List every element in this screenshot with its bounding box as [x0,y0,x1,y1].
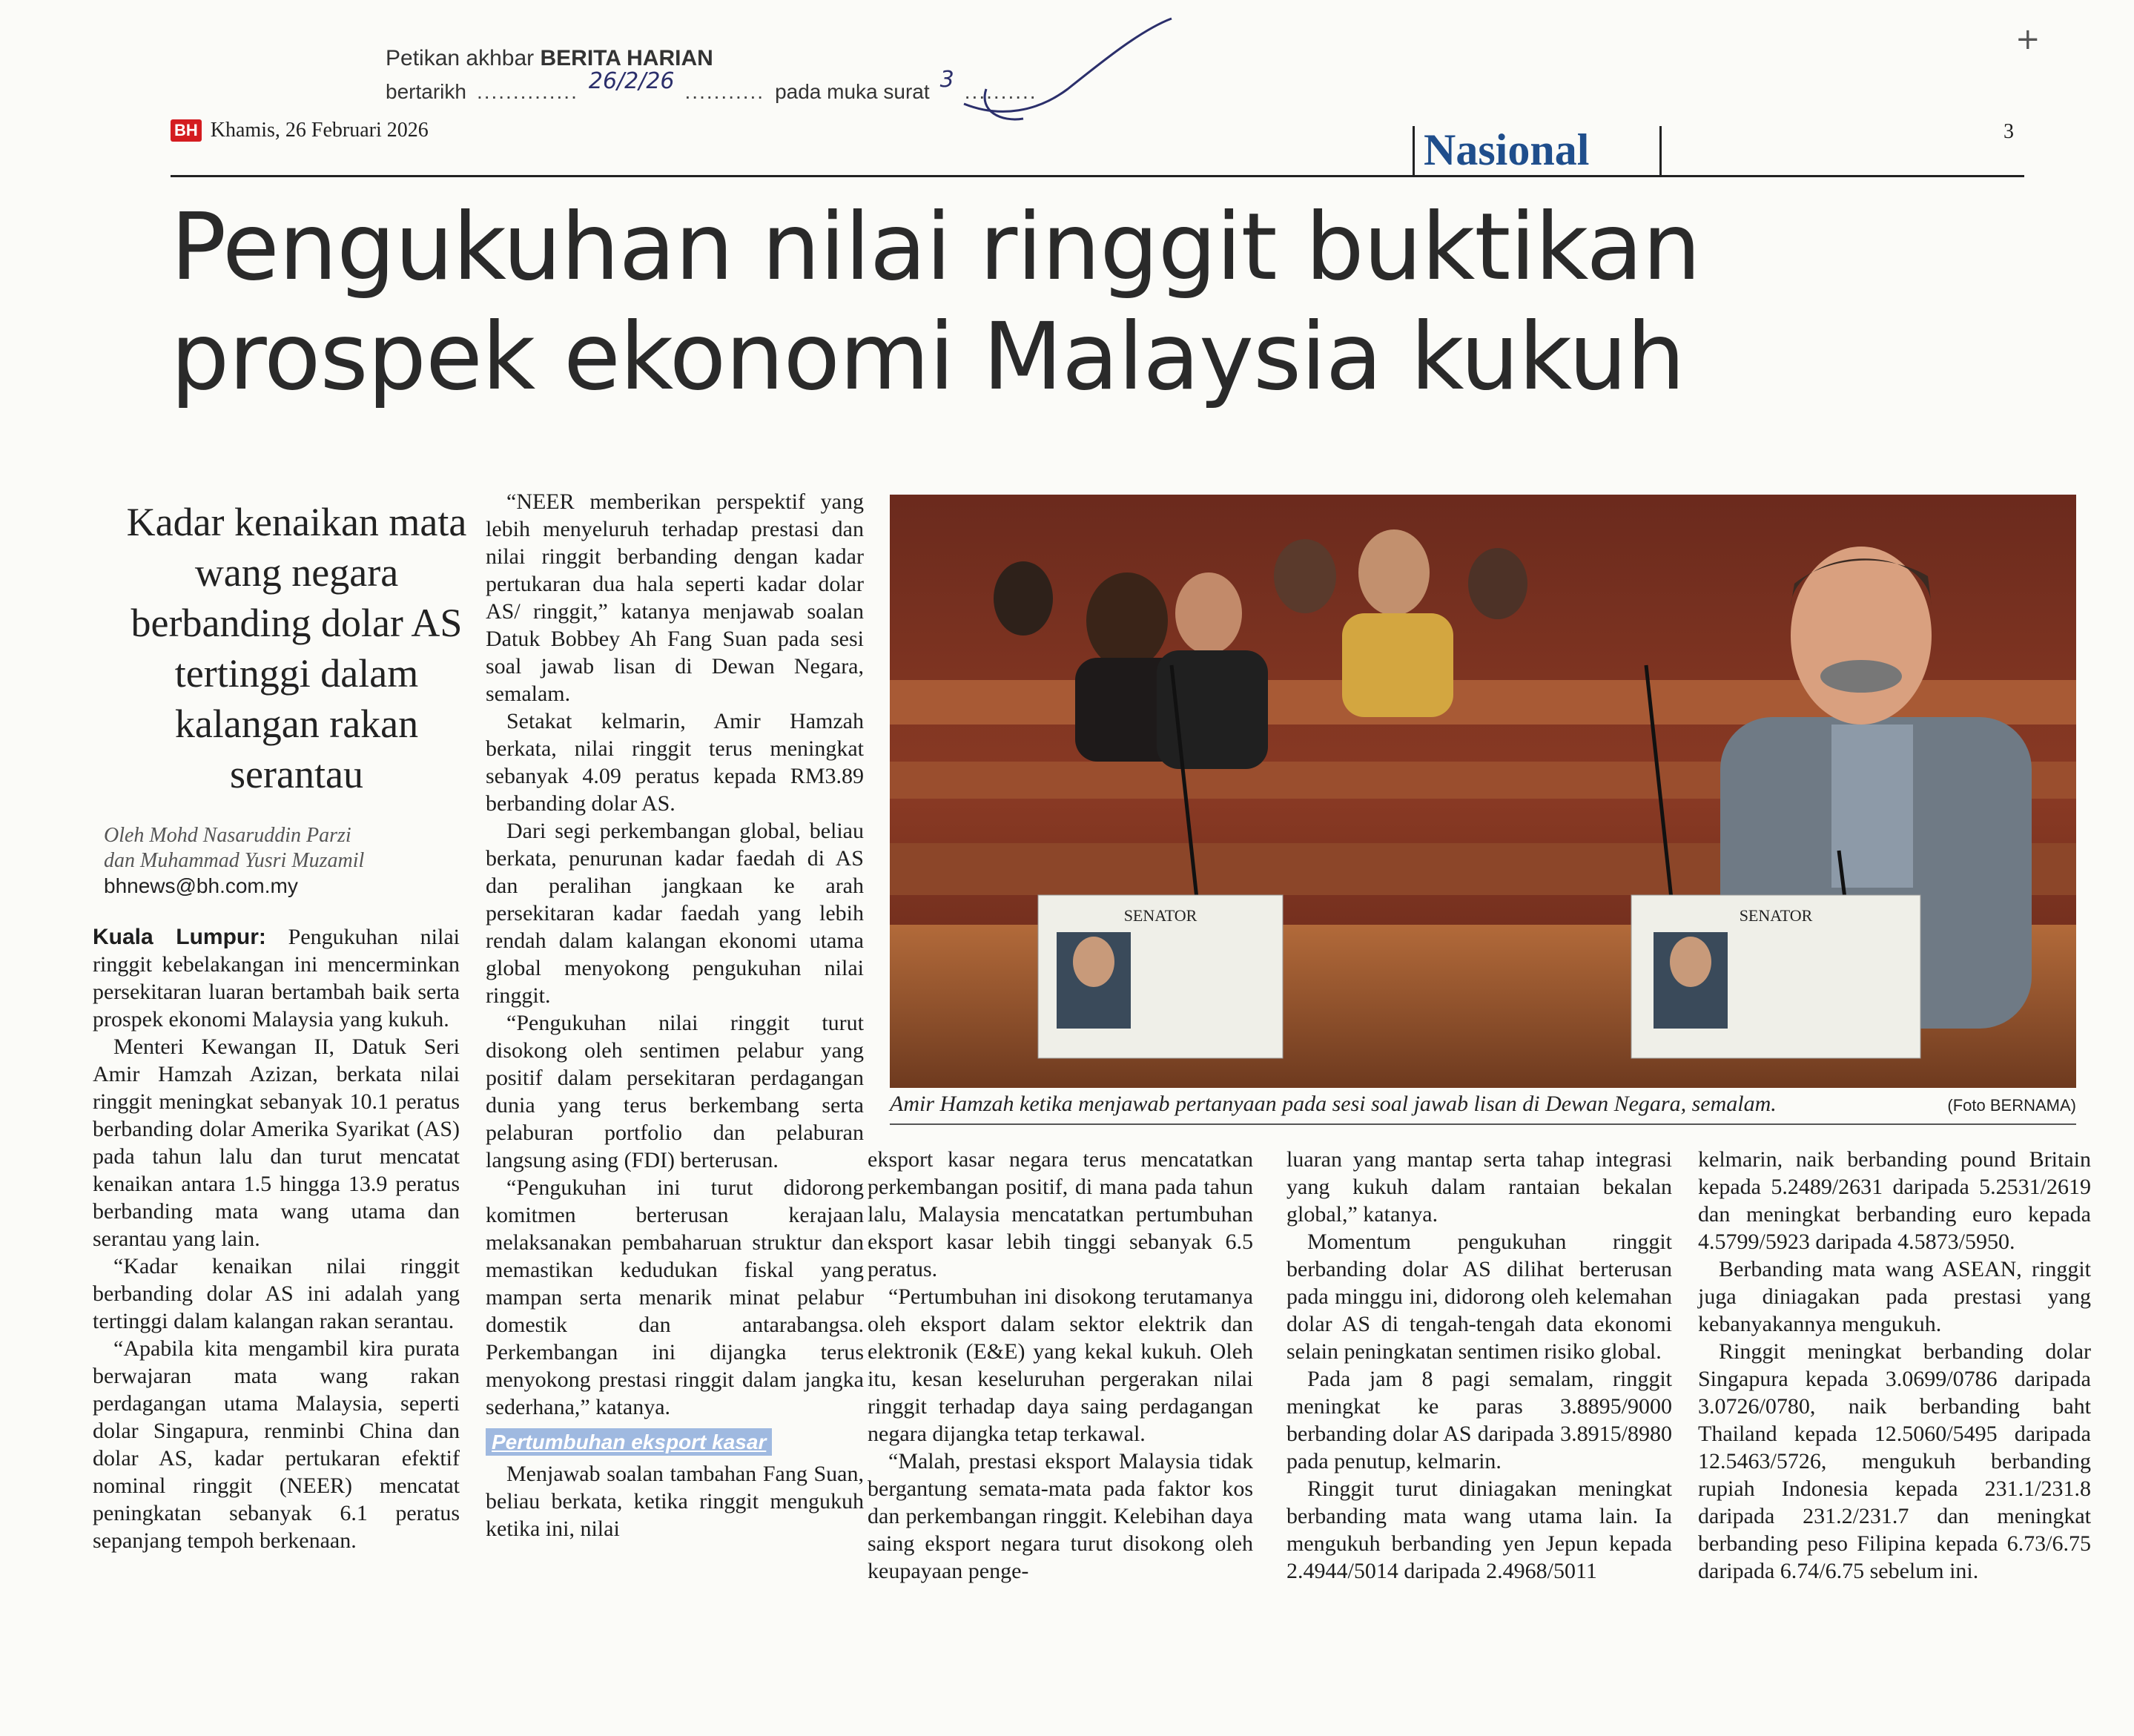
issue-date: Khamis, 26 Februari 2026 [210,119,429,142]
paragraph: Momentum pengukuhan ringgit berbanding dolar AS dilihat berterusan pada minggu ini, didorong oleh kelemahan dolar AS di tengah-tengah data ekonomi selain peningkatan sentimen risiko global. [1286,1230,1672,1364]
article-column-1 [93,923,460,1554]
clipping-dots-1: .............. [476,80,578,103]
photo-caption [890,1092,2076,1117]
paragraph: Setakat kelmarin, Amir Hamzah berkata, nilai ringgit terus meningkat sebanyak 4.09 peratus kepada RM3.89 berbanding dolar AS. [486,709,864,816]
paragraph: “Pengukuhan nilai ringgit turut disokong oleh sentimen pelabur yang positif dalam persekitaran perdagangan dunia yang terus berkembang serta pelaburan portfolio dan pelaburan langsung asing (FDI) berterusan. [486,1011,864,1172]
clipping-dots-3: .......... [964,80,1037,103]
paragraph: “Kadar kenaikan nilai ringgit berbanding dolar AS ini adalah yang tertinggi dalam kalangan rakan serantau. [93,1254,460,1333]
paragraph: Pada jam 8 pagi semalam, ringgit meningkat ke paras 3.8895/9000 berbanding dolar AS daripada 3.8915/8980 pada penutup, kelmarin. [1286,1367,1672,1473]
caption-rule [890,1123,2076,1125]
byline-email: bhnews@bh.com.my [104,874,298,897]
clipping-date-line [386,67,1037,105]
subheading-kicker: Pertumbuhan eksport kasar [486,1428,772,1456]
subheadline: Kadar kenaikan mata wang negara berbanding dolar AS tertinggi dalam kalangan rakan serantau [126,500,467,796]
article-column-3 [868,1146,1253,1585]
bh-logo: BH [171,119,202,142]
pen-tick-mark [957,15,1179,126]
paragraph: Ringgit meningkat berbanding dolar Singapura kepada 3.0699/0786 daripada 3.0726/0780, naik berbanding baht Thailand kepada 12.5060/5495 daripada 12.5463/5726, mengukuh berbanding rupiah Indonesia kepada 231.1/231.8 daripada 231.2/231.7 dan meningkat berbanding peso Filipina kepada 6.73/6.75 daripada 6.74/6.75 sebelum ini. [1698,1339,2091,1583]
headline [171,193,2054,412]
paragraph [93,923,460,1033]
clipping-date-label: bertarikh [386,80,466,103]
section-name: Nasional [1424,125,1590,174]
masthead-rule [171,175,2024,177]
article-column-4 [1286,1146,1672,1585]
corner-plus-mark: + [2015,22,2041,56]
page-number: 3 [2003,120,2014,143]
dateline-city: Kuala Lumpur: [93,925,266,949]
article-column-5 [1698,1146,2091,1585]
clipping-prefix: Petikan akhbar [386,46,535,70]
paragraph: Berbanding mata wang ASEAN, ringgit juga diniagakan pada prestasi yang kebanyakannya mengukuh. [1698,1257,2091,1336]
masthead-dateline [171,119,429,142]
paragraph: Ringgit turut diniagakan meningkat berbanding mata wang utama lain. Ia mengukuh berbanding yen Jepun kepada 2.4944/5014 daripada 2.4968/5011 [1286,1476,1672,1583]
nameplate-left-title: SENATOR [1123,906,1198,925]
nameplate-right-title: SENATOR [1739,906,1813,925]
paragraph: eksport kasar negara terus mencatatkan perkembangan positif, di mana pada tahun lalu, Malaysia mencatatkan pertumbuhan eksport kasar lebih tinggi sebanyak 6.5 peratus. [868,1147,1253,1281]
headline-line-2: prospek ekonomi Malaysia kukuh [171,303,1685,411]
paragraph: “Apabila kita mengambil kira purata berwajaran mata wang rakan perdagangan utama Malaysia, seperti dolar Singapura, renminbi China dan dolar AS, kadar pertukaran efektif nominal ringgit (NEER) mencatat peningkatan sebanyak 6.1 peratus sepanjang tempoh berkenaan. [93,1336,460,1553]
photo-credit: (Foto BERNAMA) [1947,1096,2076,1115]
paragraph-text: Pengukuhan nilai ringgit kebelakangan ini mencerminkan persekitaran luaran bertambah baik serta prospek ekonomi Malaysia yang kukuh. [93,925,460,1032]
caption-text: Amir Hamzah ketika menjawab pertanyaan pada sesi soal jawab lisan di Dewan Negara, semalam. [890,1092,1777,1116]
paragraph: “NEER memberikan perspektif yang lebih menyeluruh terhadap prestasi dan nilai ringgit berbanding dengan kadar pertukaran dua hala seperti kadar dolar AS/ ringgit,” katanya menjawab soalan Datuk Bobbey Ah Fang Suan pada sesi soal jawab lisan di Dewan Negara, semalam. [486,489,864,706]
photo-illustration [890,495,2076,1088]
headline-line-1: Pengukuhan nilai ringgit buktikan [171,194,1701,301]
byline-author-1: Oleh Mohd Nasaruddin Parzi [104,824,351,847]
clipping-stamp [386,46,713,71]
byline [104,823,489,899]
clipping-page-label: pada muka surat [775,80,930,103]
article-column-2 [486,488,864,1542]
paragraph: Menteri Kewangan II, Datuk Seri Amir Hamzah Azizan, berkata nilai ringgit meningkat sebanyak 10.1 peratus berbanding dolar Amerika Syarikat (AS) pada tahun lalu dan turut mencatat kenaikan antara 1.5 hingga 13.9 peratus berbanding mata wang utama dan serantau yang lain. [93,1034,460,1251]
clipping-page-value: 3 [939,67,954,93]
article-photo [890,495,2076,1088]
clipping-date-value: 26/2/26 [588,68,675,94]
paragraph: Menjawab soalan tambahan Fang Suan, beliau berkata, ketika ringgit mengukuh ketika ini, nilai [486,1462,864,1541]
byline-author-2: dan Muhammad Yusri Muzamil [104,849,365,872]
paragraph: luaran yang mantap serta tahap integrasi yang kukuh dalam rantaian bekalan global,” katanya. [1286,1147,1672,1227]
paragraph: Dari segi perkembangan global, beliau berkata, penurunan kadar faedah di AS dan peralihan jangkaan ke arah persekitaran kadar faedah yang lebih rendah dalam kalangan ekonomi utama global menyokong pengukuhan nilai ringgit. [486,819,864,1008]
clipping-dots-2: ........... [684,80,765,103]
paragraph: “Pengukuhan ini turut didorong komitmen berterusan kerajaan melaksanakan pembaharuan struktur dan memastikan kedudukan fiskal yang mampan serta menarik minat pelabur domestik dan antarabangsa. Perkembangan ini dijangka terus menyokong prestasi ringgit dalam jangka sederhana,” katanya. [486,1175,864,1419]
paragraph: kelmarin, naik berbanding pound Britain kepada 5.2489/2631 daripada 5.2531/2619 dan meningkat berbanding euro kepada 4.5799/5923 daripada 4.5873/5950. [1698,1147,2091,1254]
paragraph: “Malah, prestasi eksport Malaysia tidak bergantung semata-mata pada faktor kos dan perkembangan ringgit. Kelebihan daya saing eksport negara turut disokong oleh keupayaan penge- [868,1449,1253,1583]
clipping-paper-name: BERITA HARIAN [540,46,713,70]
paragraph: “Pertumbuhan ini disokong terutamanya oleh eksport dalam sektor elektrik dan elektronik (E&E) yang kekal kukuh. Oleh itu, kesan keseluruhan pergerakan nilai ringgit terhadap daya saing perdagangan negara dijangka tetap terkawal. [868,1284,1253,1446]
